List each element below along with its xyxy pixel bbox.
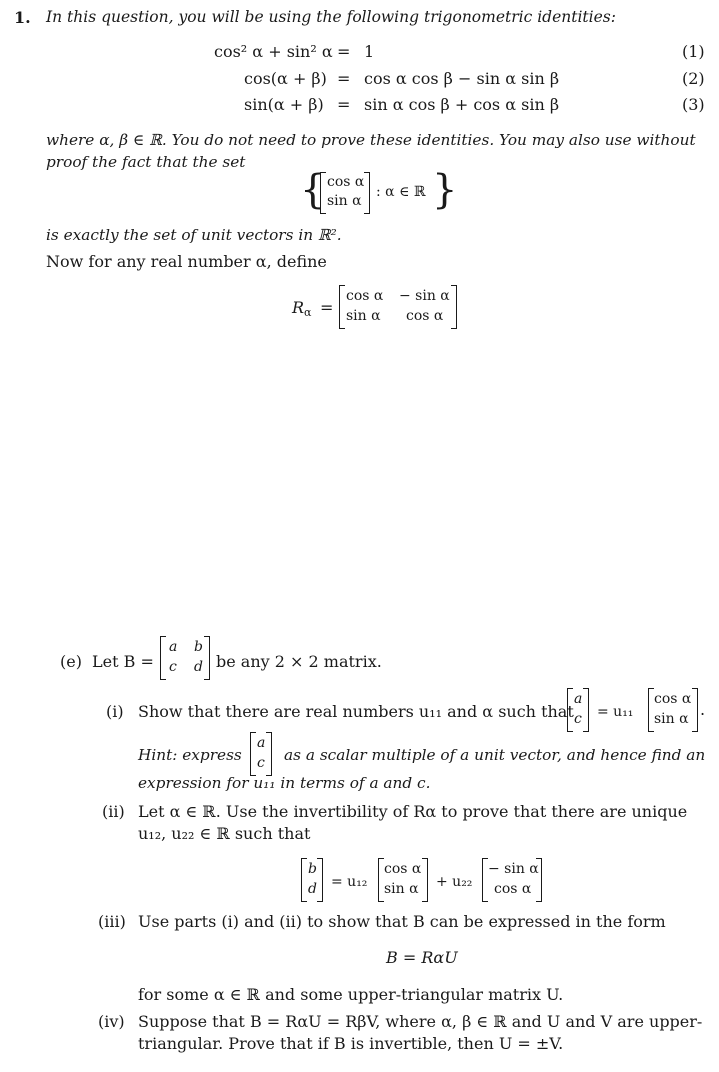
part-iv-label: (iv) bbox=[98, 1012, 125, 1031]
part-i-vector bbox=[567, 688, 589, 732]
right-brace: } bbox=[432, 167, 458, 213]
hint-vector-bottom: c bbox=[257, 755, 265, 771]
part-e-label: (e) bbox=[60, 652, 82, 671]
identity-3-tag: (3) bbox=[682, 95, 705, 114]
B-m11: a bbox=[169, 639, 178, 655]
set-vector bbox=[320, 172, 370, 214]
part-ii-v2-bottom: cos α bbox=[494, 881, 532, 897]
part-i-vector-top: a bbox=[574, 691, 583, 707]
matrix-B bbox=[160, 636, 210, 680]
identity-1-lhs: cos² α + sin² α bbox=[214, 42, 333, 61]
identity-1-eq: = bbox=[337, 42, 351, 61]
part-ii-v2-top: − sin α bbox=[488, 861, 539, 877]
now-define: Now for any real number α, define bbox=[46, 252, 327, 271]
part-ii-lhs-bottom: d bbox=[308, 881, 317, 897]
identity-3-eq: = bbox=[337, 95, 351, 114]
part-ii-plus: + u₂₂ bbox=[436, 874, 473, 890]
part-ii-lhs-top: b bbox=[308, 861, 317, 877]
part-i-eq: = u₁₁ bbox=[597, 704, 634, 720]
part-e-let: Let B = bbox=[92, 652, 154, 671]
part-i-unit-top: cos α bbox=[654, 691, 692, 707]
where-line-1: where α, β ∈ ℝ. You do not need to prove these identities. You may also use without bbox=[46, 131, 696, 149]
part-iii-formula: B = RαU bbox=[386, 948, 458, 967]
part-ii-eq: = u₁₂ bbox=[331, 874, 368, 890]
part-e-rest: be any 2 × 2 matrix. bbox=[216, 652, 382, 671]
rotation-m12: − sin α bbox=[399, 288, 450, 304]
part-i-text: Show that there are real numbers u₁₁ and α such that bbox=[138, 702, 574, 721]
rotation-m22: cos α bbox=[406, 308, 444, 324]
part-iv-line-2: triangular. Prove that if B is invertible, then U = ±V. bbox=[138, 1034, 564, 1053]
part-ii-line-1: Let α ∈ ℝ. Use the invertibility of Rα to prove that there are unique bbox=[138, 802, 688, 821]
part-i-unit-bottom: sin α bbox=[654, 711, 689, 727]
identity-1-rhs: 1 bbox=[364, 42, 375, 61]
rotation-eq: = bbox=[320, 298, 334, 317]
part-ii-line-2: u₁₂, u₂₂ ∈ ℝ such that bbox=[138, 824, 311, 843]
B-m12: b bbox=[194, 639, 203, 655]
identity-2-rhs: cos α cos β − sin α sin β bbox=[364, 69, 560, 88]
identity-2-lhs: cos(α + β) bbox=[244, 69, 327, 88]
hint-vector bbox=[250, 732, 272, 776]
part-ii-v1-bottom: sin α bbox=[384, 881, 419, 897]
part-ii-v1 bbox=[378, 858, 428, 902]
part-iv-line-1: Suppose that B = RαU = RβV, where α, β ∈ ℝ and U and V are upper- bbox=[138, 1012, 703, 1031]
hint-vector-top: a bbox=[257, 735, 266, 751]
part-iii-line-1: Use parts (i) and (ii) to show that B can be expressed in the form bbox=[138, 912, 666, 931]
left-brace: { bbox=[300, 167, 326, 213]
part-ii-label: (ii) bbox=[102, 802, 125, 821]
part-i-unit-vector bbox=[648, 688, 698, 732]
part-iii-label: (iii) bbox=[98, 912, 126, 931]
part-ii-v2 bbox=[482, 858, 542, 902]
rotation-matrix bbox=[339, 285, 457, 329]
rotation-m21: sin α bbox=[346, 308, 381, 324]
part-i-vector-bottom: c bbox=[574, 711, 582, 727]
part-iii-line-2: for some α ∈ ℝ and some upper-triangular matrix U. bbox=[138, 985, 564, 1004]
rotation-m11: cos α bbox=[346, 288, 384, 304]
identity-3-lhs: sin(α + β) bbox=[244, 95, 324, 114]
part-ii-lhs-vector bbox=[301, 858, 323, 902]
identity-1-tag: (1) bbox=[682, 42, 705, 61]
question-intro: In this question, you will be using the following trigonometric identities: bbox=[46, 8, 616, 26]
set-vector-bottom: sin α bbox=[327, 193, 362, 209]
set-vector-top: cos α bbox=[327, 174, 365, 190]
identity-3-rhs: sin α cos β + cos α sin β bbox=[364, 95, 560, 114]
hint-end: as a scalar multiple of a unit vector, and hence find an bbox=[284, 746, 706, 764]
part-ii-v1-top: cos α bbox=[384, 861, 422, 877]
hint-start: Hint: express bbox=[138, 746, 242, 764]
identity-2-tag: (2) bbox=[682, 69, 705, 88]
hint-line-2: expression for u₁₁ in terms of a and c. bbox=[138, 774, 431, 792]
where-line-2: proof the fact that the set bbox=[46, 153, 246, 171]
question-number: 1. bbox=[14, 8, 31, 27]
rotation-lhs: $R_\alpha$ bbox=[292, 298, 312, 319]
part-i-label: (i) bbox=[106, 702, 124, 721]
identity-2-eq: = bbox=[337, 69, 351, 88]
set-condition: : α ∈ ℝ bbox=[376, 184, 426, 200]
B-m21: c bbox=[169, 659, 177, 675]
B-m22: d bbox=[194, 659, 203, 675]
part-i-period: . bbox=[700, 700, 706, 719]
unit-vectors-statement: is exactly the set of unit vectors in ℝ². bbox=[46, 226, 342, 244]
